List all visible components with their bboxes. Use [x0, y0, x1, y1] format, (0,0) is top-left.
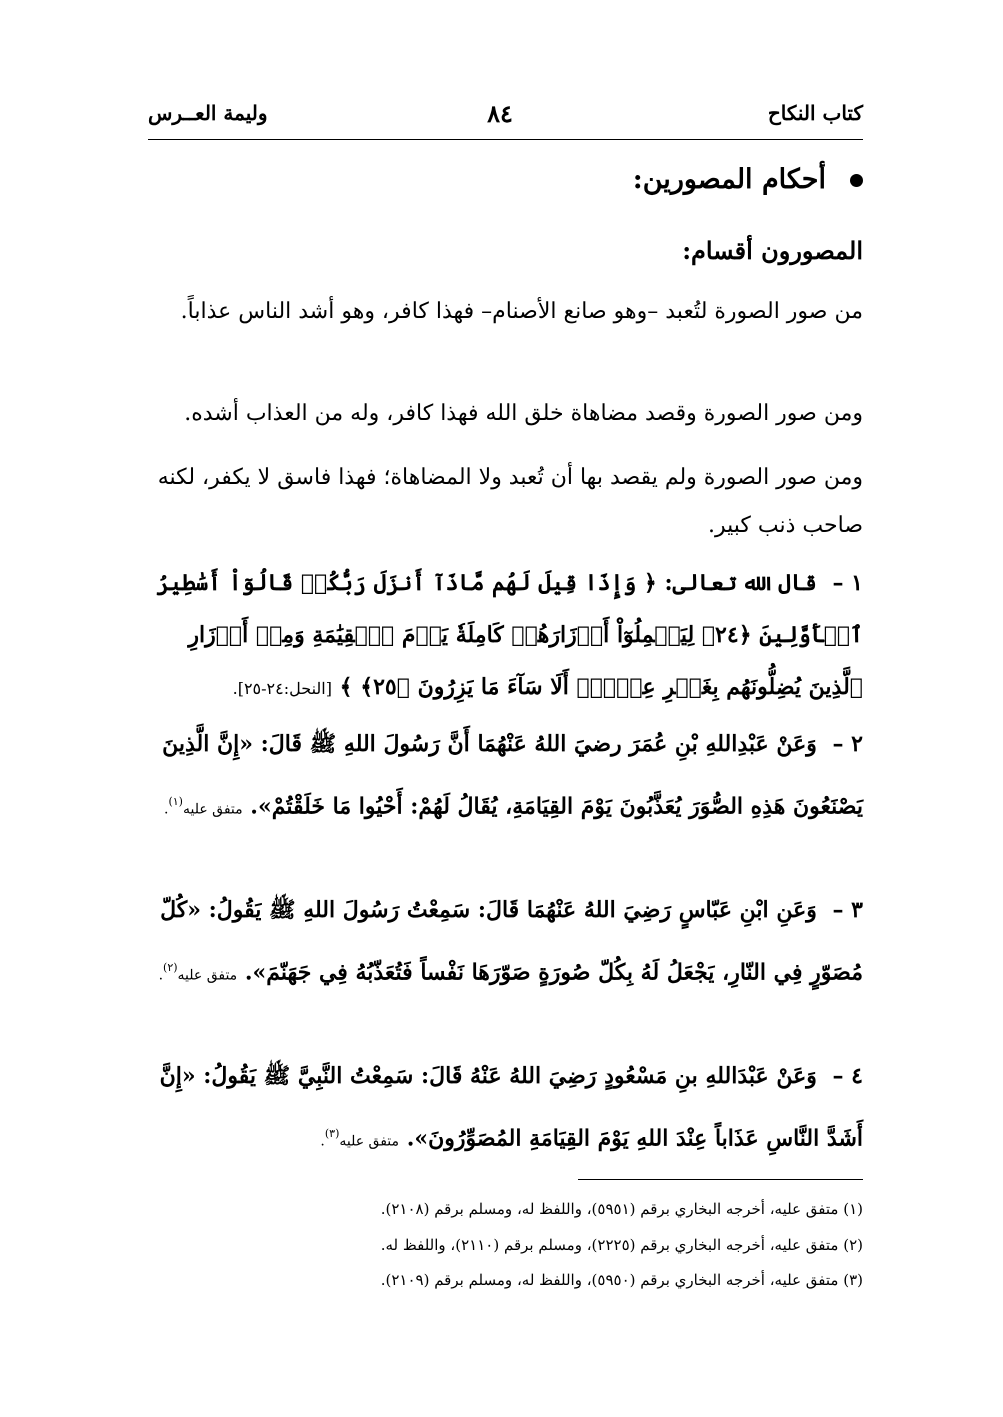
item-3-footnote-ref: (٢) — [163, 961, 178, 974]
bullet-icon — [850, 174, 863, 187]
item-3-number: ٣ – — [832, 897, 863, 923]
item-1-number: ١ – — [832, 570, 863, 596]
page-number: ٨٤ — [487, 99, 513, 128]
item-2-text: وَعَنْ عَبْدِاللهِ بْنِ عُمَرَ رضيَ اللهُ عَنْهُمَا أَنَّ رَسُولَ اللهِ ﷺ قَالَ: «إِنَّ الَّذِينَ يَصْنَعُونَ هَذِهِ الصُّوَرَ يُعَذَّبُونَ يَوْمَ القِيَامَةِ، يُقَالُ لَهُمْ: أَحْيُوا مَا خَلَقْتُمْ». — [162, 731, 863, 820]
item-1-verse: ﴿ وَإِذَا قِيلَ لَهُم مَّاذَآ أَنزَلَ رَبُّكُمۡ قَالُوٓاْ أَسَٰطِيرُ ٱلۡأَوَّلِينَ ﴿٢٤﴾ لِيَحۡمِلُوٓاْ أَوۡزَارَهُمۡ كَامِلَةٗ يَوۡمَ ٱلۡقِيَٰمَةِ وَمِنۡ أَوۡزَارِ ٱلَّذِينَ يُضِلُّونَهُم بِغَيۡرِ عِلۡمٍۗ أَلَا سَآءَ مَا يَزِرُونَ ﴿٢٥﴾ ﴾ — [156, 570, 863, 700]
item-1 — [148, 557, 863, 715]
subheading: المصورون أقسام: — [682, 236, 863, 265]
footnote-3: (٣) متفق عليه، أخرجه البخاري برقم (٥٩٥٠)، واللفظ له، ومسلم برقم (٢١٠٩). — [380, 1271, 863, 1289]
item-1-lead: قال الله تعالى: — [664, 570, 817, 596]
item-2-tail: متفق عليه — [182, 801, 243, 818]
item-1-reference: [النحل:٢٤-٢٥]. — [232, 679, 332, 698]
paragraph-1: من صور الصورة لتُعبد –وهو صانع الأصنام– فهذا كافر، وهو أشد الناس عذاباً. — [180, 299, 863, 324]
item-2-number: ٢ – — [832, 731, 863, 757]
header-rule — [148, 139, 863, 140]
footnote-rule — [578, 1179, 863, 1180]
header-book-title: كتاب النكاح — [767, 101, 863, 125]
item-3-tail: متفق عليه — [177, 967, 238, 984]
item-3: ٣ – وَعَنِ ابْنِ عَبّاسٍ رَضِيَ اللهُ عَنْهُمَا قَالَ: سَمِعْتُ رَسُولَ اللهِ ﷺ يَقُولُ: «كُلّ مُصَوّرٍ فِي النّارِ، يَجْعَلُ لَهُ بِكُلّ صُورَةٍ صَوّرَهَا نَفْساً فَتُعَذّبُهُ فِي جَهَنّمَ». متفق عليه$^{(٢)}$. — [158, 897, 863, 986]
item-2: ٢ – وَعَنْ عَبْدِاللهِ بْنِ عُمَرَ رضيَ اللهُ عَنْهُمَا أَنَّ رَسُولَ اللهِ ﷺ قَالَ: «إِنَّ الَّذِينَ يَصْنَعُونَ هَذِهِ الصُّوَرَ يُعَذَّبُونَ يَوْمَ القِيَامَةِ، يُقَالُ لَهُمْ: أَحْيُوا مَا خَلَقْتُمْ». متفق عليه$^{(١)}$. — [162, 731, 863, 820]
item-4-footnote-ref: (٣) — [324, 1127, 340, 1140]
item-2-footnote-ref: (١) — [168, 795, 183, 808]
paragraph-3: ومن صور الصورة ولم يقصد بها أن تُعبد ولا المضاهاة؛ فهذا فاسق لا يكفر، لكنه صاحب ذنب كبير. — [157, 465, 863, 538]
header-chapter-title: وليمة العــرس — [148, 101, 268, 125]
section-title-text: أحكام المصورين: — [632, 164, 826, 195]
section-title — [633, 164, 863, 195]
item-4: ٤ – وَعَنْ عَبْدَاللهِ بنِ مَسْعُودٍ رَضِيَ اللهُ عَنْهُ قَالَ: سَمِعْتُ النَّبِيَّ ﷺ يَقُولُ: «إِنَّ أَشَدَّ النَّاسِ عَذَاباً عِنْدَ اللهِ يَوْمَ القِيَامَةِ المُصَوِّرُونَ». متفق عليه$^{(٣)}$. — [159, 1063, 863, 1152]
item-3-text: وَعَنِ ابْنِ عَبّاسٍ رَضِيَ اللهُ عَنْهُمَا قَالَ: سَمِعْتُ رَسُولَ اللهِ ﷺ يَقُولُ: «كُلّ مُصَوّرٍ فِي النّارِ، يَجْعَلُ لَهُ بِكُلّ صُورَةٍ صَوّرَهَا نَفْساً فَتُعَذّبُهُ فِي جَهَنّمَ». — [160, 897, 863, 986]
item-4-text: وَعَنْ عَبْدَاللهِ بنِ مَسْعُودٍ رَضِيَ اللهُ عَنْهُ قَالَ: سَمِعْتُ النَّبِيَّ ﷺ يَقُولُ: «إِنَّ أَشَدَّ النَّاسِ عَذَاباً عِنْدَ اللهِ يَوْمَ القِيَامَةِ المُصَوِّرُونَ». — [159, 1063, 863, 1152]
paragraph-2: ومن صور الصورة وقصد مضاهاة خلق الله فهذا كافر، وله من العذاب أشده. — [184, 401, 863, 426]
item-4-number: ٤ – — [832, 1063, 863, 1089]
item-4-tail: متفق عليه — [339, 1133, 400, 1150]
footnote-1: (١) متفق عليه، أخرجه البخاري برقم (٥٩٥١)، واللفظ له، ومسلم برقم (٢١٠٨). — [380, 1200, 863, 1218]
footnote-2: (٢) متفق عليه، أخرجه البخاري برقم (٢٢٢٥)، ومسلم برقم (٢١١٠)، واللفظ له. — [380, 1236, 863, 1254]
